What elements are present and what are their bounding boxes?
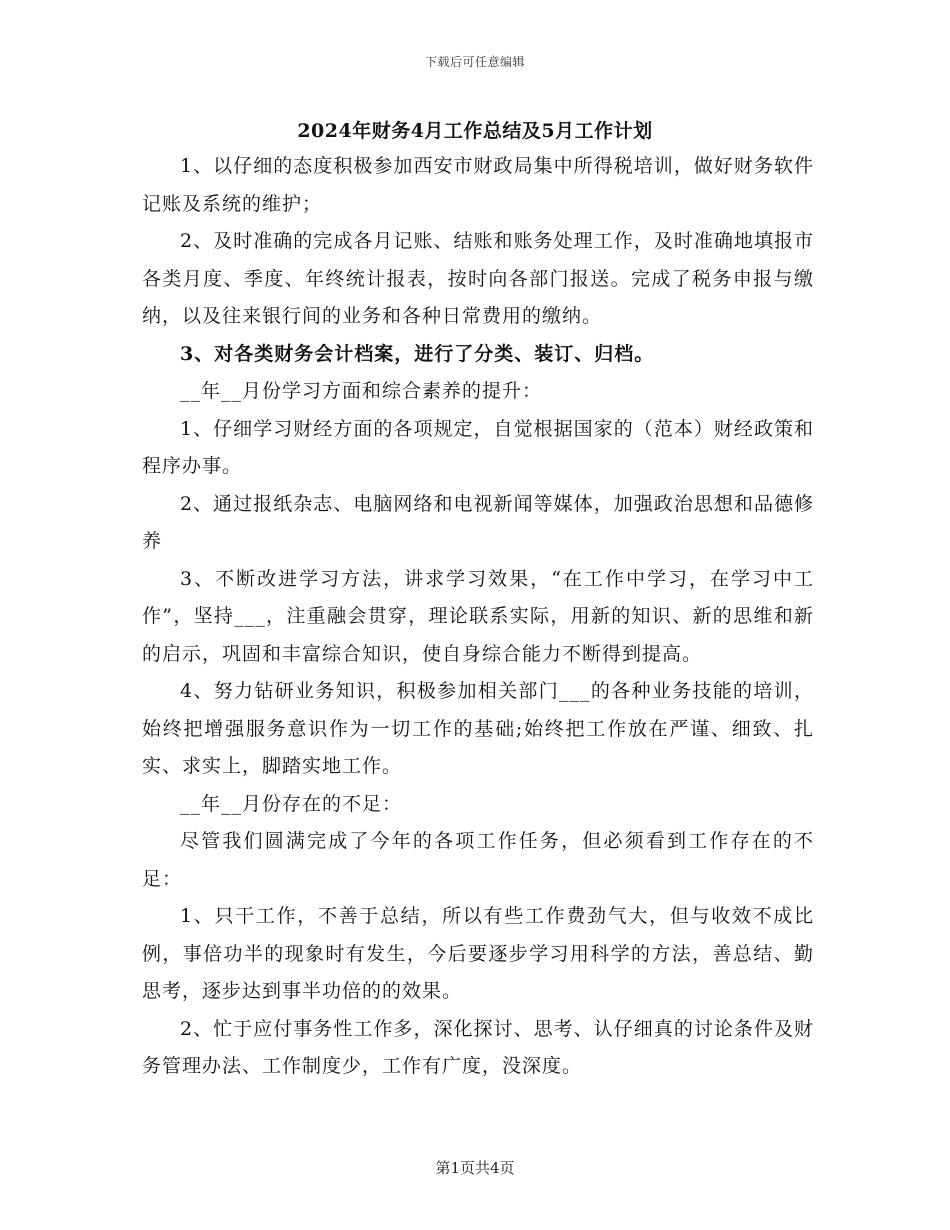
paragraph: 1、仔细学习财经方面的各项规定，自觉根据国家的（范本）财经政策和程序办事。 xyxy=(142,417,814,477)
document-title: 2024年财务4月工作总结及5月工作计划 xyxy=(297,120,653,142)
section-heading: __年__月份存在的不足： xyxy=(180,792,403,815)
paragraph: 1、以仔细的态度积极参加西安市财政局集中所得税培训，做好财务软件记账及系统的维护； xyxy=(142,155,814,215)
paragraph: 尽管我们圆满完成了今年的各项工作任务，但必须看到工作存在的不足： xyxy=(142,830,814,890)
paragraph: 4、努力钻研业务知识，积极参加相关部门___的各种业务技能的培训，始终把增强服务意识作为一切工作的基础;始终把工作放在严谨、细致、扎实、求实上，脚踏实地工作。 xyxy=(142,680,814,777)
paragraph: 2、通过报纸杂志、电脑网络和电视新闻等媒体，加强政治思想和品德修养 xyxy=(142,492,814,552)
section-heading: __年__月份学习方面和综合素养的提升： xyxy=(180,380,543,402)
paragraph: 2、及时准确的完成各月记账、结账和账务处理工作，及时准确地填报市各类月度、季度、年终统计报表，按时向各部门报送。完成了税务申报与缴纳，以及往来银行间的业务和各种日常费用的缴纳。 xyxy=(142,230,814,327)
paragraph: 3、不断改进学习方法，讲求学习效果，“在工作中学习，在学习中工作”，坚持___，注重融会贯穿，理论联系实际，用新的知识、新的思维和新的启示，巩固和丰富综合知识，使自身综合能力不断得到提高。 xyxy=(142,567,814,665)
page-header-note: 下载后可任意编辑 xyxy=(424,55,525,69)
paragraph: 1、只干工作，不善于总结，所以有些工作费劲气大，但与收效不成比例，事倍功半的现象时有发生，今后要逐步学习用科学的方法，善总结、勤思考，逐步达到事半功倍的的效果。 xyxy=(142,905,814,1002)
paragraph: 2、忙于应付事务性工作多，深化探讨、思考、认仔细真的讨论条件及财务管理办法、工作制度少，工作有广度，没深度。 xyxy=(142,1017,814,1077)
paragraph-bold: 3、对各类财务会计档案，进行了分类、装订、归档。 xyxy=(180,342,655,365)
page-number: 第1页共4页 xyxy=(435,1159,515,1177)
document-body xyxy=(142,148,814,1086)
